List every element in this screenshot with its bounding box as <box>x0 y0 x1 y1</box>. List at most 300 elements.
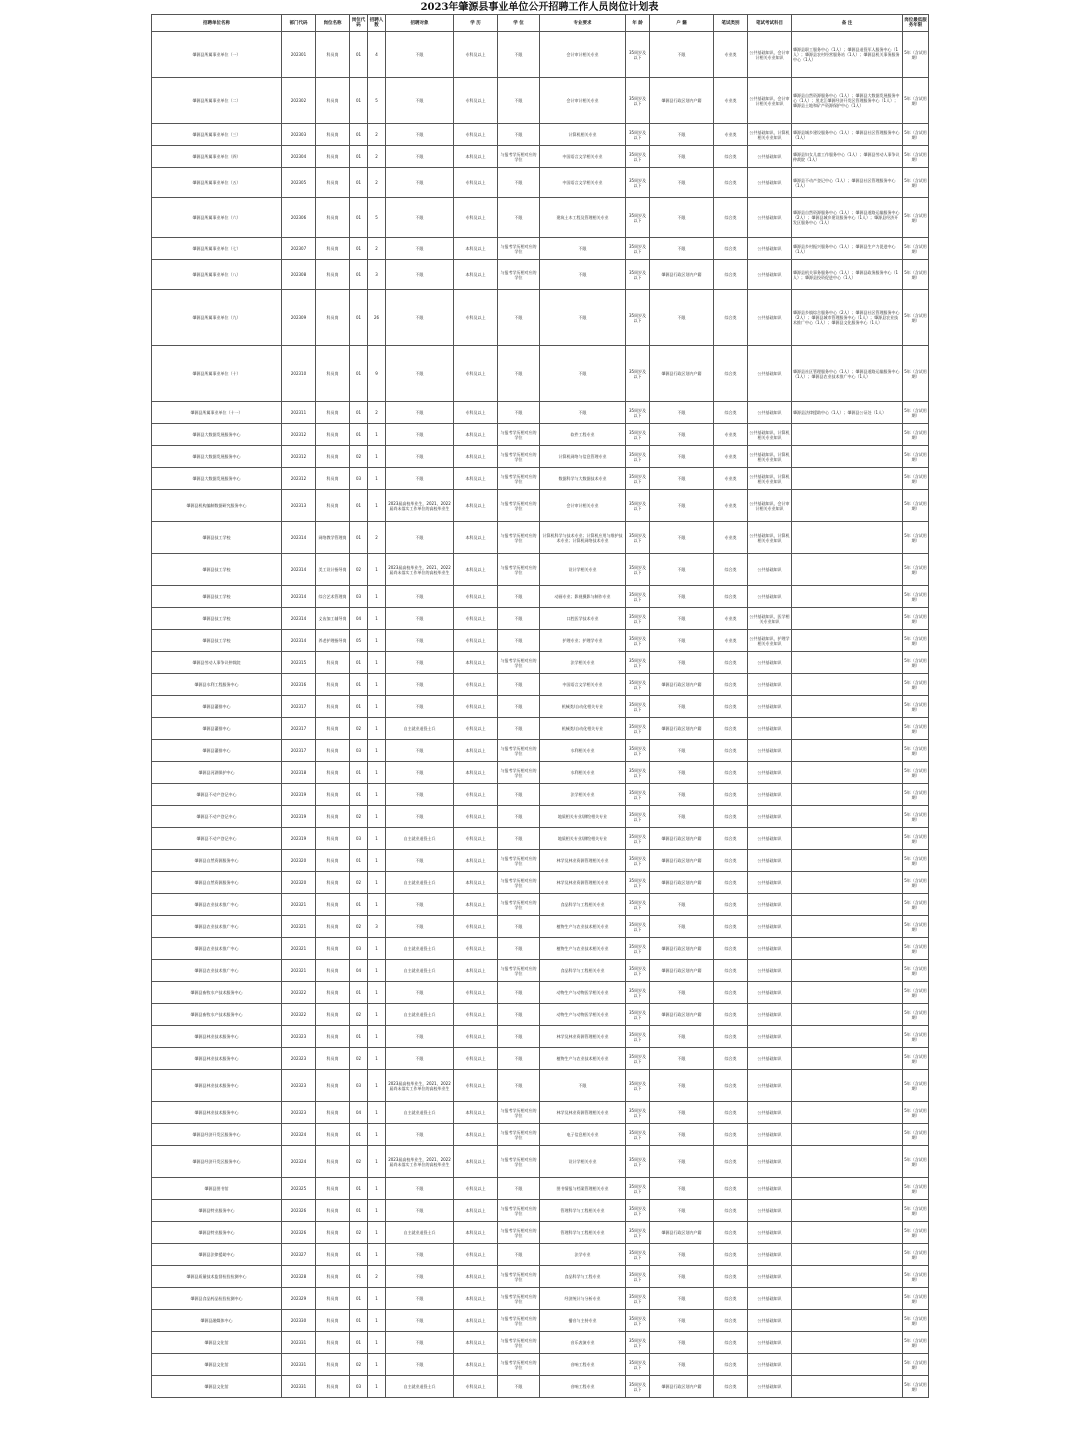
table-cell: 35周岁及以下 <box>626 346 650 402</box>
table-cell: 公共基础知识 <box>748 784 792 806</box>
table-cell: 5年（含试用期） <box>903 290 929 346</box>
table-cell: 音响工程专业 <box>540 1376 626 1398</box>
table-cell: 35周岁及以下 <box>626 1102 650 1124</box>
table-row <box>152 784 929 806</box>
table-cell: 5年（含试用期） <box>903 168 929 198</box>
table-cell: 自主就业退役士兵 <box>386 1222 454 1244</box>
table-cell: 肇源县林业技术服务中心 <box>152 1026 282 1048</box>
table-cell: 5年（含试用期） <box>903 260 929 290</box>
table-cell: 不限 <box>650 490 714 522</box>
table-row <box>152 468 929 490</box>
table-cell <box>792 1222 903 1244</box>
table-cell: 不限 <box>386 402 454 424</box>
table-cell: 不限 <box>386 468 454 490</box>
table-cell: 肇源县灌排中心 <box>152 740 282 762</box>
table-cell: 不限 <box>650 168 714 198</box>
table-cell: 5年（含试用期） <box>903 238 929 260</box>
table-cell: 科员岗 <box>316 982 350 1004</box>
table-cell: 综合类 <box>714 872 748 894</box>
table-cell: 35周岁及以下 <box>626 608 650 630</box>
table-cell <box>792 1124 903 1146</box>
table-cell: 01 <box>350 146 368 168</box>
table-row <box>152 32 929 78</box>
table-cell: 5年（含试用期） <box>903 1048 929 1070</box>
table-cell: 35周岁及以下 <box>626 260 650 290</box>
table-cell <box>792 652 903 674</box>
table-cell: 1 <box>368 740 386 762</box>
table-cell: 02 <box>350 1004 368 1026</box>
table-cell: 2 <box>368 522 386 554</box>
table-cell: 不限 <box>540 346 626 402</box>
table-cell: 不限 <box>386 674 454 696</box>
table-cell: 不限 <box>386 1310 454 1332</box>
table-cell: 科员岗 <box>316 1102 350 1124</box>
table-cell: 5年（含试用期） <box>903 938 929 960</box>
table-cell: 本科及以上 <box>454 146 498 168</box>
table-cell: 公共基础知识、计算机相关专业知识 <box>748 124 792 146</box>
table-cell: 5 <box>368 78 386 124</box>
table-cell: 专科及以上 <box>454 586 498 608</box>
table-cell: 35周岁及以下 <box>626 78 650 124</box>
table-cell: 不限 <box>650 1102 714 1124</box>
table-cell: 202319 <box>282 806 316 828</box>
table-row <box>152 894 929 916</box>
table-cell: 公共基础知识 <box>748 696 792 718</box>
table-row <box>152 872 929 894</box>
table-cell <box>792 784 903 806</box>
table-cell: 5年（含试用期） <box>903 446 929 468</box>
table-cell: 202314 <box>282 586 316 608</box>
table-cell: 不限 <box>386 198 454 238</box>
table-cell: 不限 <box>650 522 714 554</box>
table-cell: 公共基础知识 <box>748 674 792 696</box>
table-cell: 本科及以上 <box>454 554 498 586</box>
table-cell: 35周岁及以下 <box>626 1354 650 1376</box>
table-cell: 专科及以上 <box>454 1004 498 1026</box>
table-cell: 202321 <box>282 960 316 982</box>
table-cell: 肇源县技工学校 <box>152 608 282 630</box>
table-cell: 1 <box>368 1026 386 1048</box>
table-cell: 不限 <box>386 1178 454 1200</box>
table-cell: 水利相关专业 <box>540 762 626 784</box>
table-cell: 01 <box>350 784 368 806</box>
table-cell: 01 <box>350 346 368 402</box>
table-cell: 不限 <box>650 762 714 784</box>
table-cell: 不限 <box>498 696 540 718</box>
table-cell: 不限 <box>386 696 454 718</box>
table-cell: 科员岗 <box>316 872 350 894</box>
table-cell: 与报考学历相对应的学位 <box>498 1354 540 1376</box>
table-cell: 专科及以上 <box>454 784 498 806</box>
table-cell: 科员岗 <box>316 806 350 828</box>
table-cell: 综合类 <box>714 696 748 718</box>
table-cell: 202302 <box>282 78 316 124</box>
table-cell: 不限 <box>386 850 454 872</box>
table-cell: 5年（含试用期） <box>903 1332 929 1354</box>
table-cell: 不限 <box>498 938 540 960</box>
table-cell: 04 <box>350 608 368 630</box>
table-cell: 3 <box>368 916 386 938</box>
table-cell: 专科及以上 <box>454 696 498 718</box>
table-cell: 综合类 <box>714 938 748 960</box>
table-cell: 202331 <box>282 1376 316 1398</box>
table-row <box>152 1070 929 1102</box>
table-cell: 35周岁及以下 <box>626 740 650 762</box>
table-cell: 公共基础知识、会计审计相关专业知识 <box>748 490 792 522</box>
table-cell: 不限 <box>386 740 454 762</box>
table-cell: 肇源县畜牧水产技术服务中心 <box>152 982 282 1004</box>
table-cell: 不限 <box>650 1026 714 1048</box>
table-cell: 不限 <box>386 1124 454 1146</box>
table-cell: 1 <box>368 806 386 828</box>
table-cell: 202328 <box>282 1266 316 1288</box>
table-cell: 不限 <box>650 1288 714 1310</box>
table-cell: 综合类 <box>714 238 748 260</box>
column-header: 岗位代码 <box>350 15 368 32</box>
table-cell: 科员岗 <box>316 1048 350 1070</box>
table-cell: 专科及以上 <box>454 32 498 78</box>
table-cell: 林学及林业资源管理相关专业 <box>540 1102 626 1124</box>
table-cell: 不限 <box>386 1244 454 1266</box>
table-row <box>152 806 929 828</box>
table-cell: 1 <box>368 828 386 850</box>
table-cell: 不限 <box>650 916 714 938</box>
table-cell: 科员岗 <box>316 1376 350 1398</box>
table-cell: 02 <box>350 446 368 468</box>
table-cell: 公共基础知识 <box>748 1200 792 1222</box>
table-cell: 202329 <box>282 1288 316 1310</box>
table-cell: 5年（含试用期） <box>903 982 929 1004</box>
table-cell: 1 <box>368 424 386 446</box>
table-cell: 肇源县不动产登记中心 <box>152 784 282 806</box>
table-cell: 不限 <box>386 916 454 938</box>
table-cell: 本科及以上 <box>454 872 498 894</box>
table-cell: 03 <box>350 938 368 960</box>
table-cell: 202303 <box>282 124 316 146</box>
table-cell: 05 <box>350 630 368 652</box>
table-cell: 专业类 <box>714 468 748 490</box>
table-cell: 01 <box>350 490 368 522</box>
table-cell: 科员岗 <box>316 168 350 198</box>
table-cell: 1 <box>368 1146 386 1178</box>
table-cell: 1 <box>368 872 386 894</box>
table-cell: 综合类 <box>714 1102 748 1124</box>
table-cell: 食品科学与工程专业 <box>540 1266 626 1288</box>
table-cell: 不限 <box>650 1070 714 1102</box>
table-cell: 综合类 <box>714 916 748 938</box>
table-cell <box>792 1310 903 1332</box>
table-cell: 5年（含试用期） <box>903 586 929 608</box>
table-cell <box>792 828 903 850</box>
table-cell: 5年（含试用期） <box>903 424 929 446</box>
table-cell: 与报考学历相对应的学位 <box>498 1222 540 1244</box>
table-cell: 林学及林业资源管理相关专业 <box>540 1026 626 1048</box>
table-cell: 公共基础知识 <box>748 586 792 608</box>
table-cell: 01 <box>350 674 368 696</box>
table-cell: 5年（含试用期） <box>903 740 929 762</box>
table-cell: 食品科学与工程相关专业 <box>540 894 626 916</box>
table-cell: 不限 <box>650 446 714 468</box>
table-cell <box>792 1004 903 1026</box>
table-cell: 2 <box>368 402 386 424</box>
table-cell: 35周岁及以下 <box>626 586 650 608</box>
table-cell: 01 <box>350 1288 368 1310</box>
table-cell: 公共基础知识 <box>748 806 792 828</box>
table-cell: 公共基础知识 <box>748 168 792 198</box>
table-cell: 01 <box>350 982 368 1004</box>
table-cell: 不限 <box>650 1048 714 1070</box>
table-cell: 不限 <box>650 740 714 762</box>
table-cell: 202317 <box>282 740 316 762</box>
table-cell: 1 <box>368 1288 386 1310</box>
table-cell: 公共基础知识 <box>748 554 792 586</box>
table-cell <box>792 1102 903 1124</box>
table-cell: 01 <box>350 238 368 260</box>
table-cell: 04 <box>350 1102 368 1124</box>
table-cell: 与报考学历相对应的学位 <box>498 1102 540 1124</box>
table-cell: 地质相关专业/测绘相关专业 <box>540 828 626 850</box>
table-cell: 不限 <box>498 1048 540 1070</box>
recruitment-plan-document <box>151 2 928 1398</box>
table-cell: 科员岗 <box>316 1332 350 1354</box>
table-cell: 科员岗 <box>316 1244 350 1266</box>
table-row <box>152 1178 929 1200</box>
table-cell: 01 <box>350 1178 368 1200</box>
table-cell: 不限 <box>498 1376 540 1398</box>
table-cell: 科员岗 <box>316 490 350 522</box>
table-cell: 2 <box>368 1266 386 1288</box>
table-cell: 35周岁及以下 <box>626 982 650 1004</box>
table-cell: 01 <box>350 78 368 124</box>
table-row <box>152 402 929 424</box>
table-cell: 26 <box>368 290 386 346</box>
table-cell: 肇源县所属事业单位（一） <box>152 32 282 78</box>
table-cell: 水利相关专业 <box>540 740 626 762</box>
table-cell: 综合类 <box>714 1004 748 1026</box>
table-cell: 本科及以上 <box>454 1200 498 1222</box>
table-cell: 35周岁及以下 <box>626 468 650 490</box>
table-cell: 肇源县自然资源服务中心 <box>152 850 282 872</box>
table-cell: 肇源县行政区划内户籍 <box>650 872 714 894</box>
table-cell: 不限 <box>540 1070 626 1102</box>
table-cell: 科员岗 <box>316 1354 350 1376</box>
table-cell: 肇源县技工学校 <box>152 554 282 586</box>
table-cell: 1 <box>368 490 386 522</box>
table-cell: 不限 <box>386 608 454 630</box>
table-cell: 与报考学历相对应的学位 <box>498 1288 540 1310</box>
table-cell: 01 <box>350 198 368 238</box>
table-cell: 肇源县行政区划内户籍 <box>650 960 714 982</box>
table-cell: 不限 <box>650 238 714 260</box>
table-cell <box>792 740 903 762</box>
table-cell: 35周岁及以下 <box>626 630 650 652</box>
table-row <box>152 828 929 850</box>
table-cell: 肇源县特业服务中心 <box>152 1200 282 1222</box>
table-cell: 35周岁及以下 <box>626 402 650 424</box>
table-cell: 1 <box>368 468 386 490</box>
table-cell: 2 <box>368 146 386 168</box>
table-cell: 专业类 <box>714 446 748 468</box>
table-cell: 不限 <box>386 784 454 806</box>
table-cell: 1 <box>368 630 386 652</box>
table-cell: 肇源县行政区划内户籍 <box>650 260 714 290</box>
table-cell: 公共基础知识 <box>748 1244 792 1266</box>
table-cell: 与报考学历相对应的学位 <box>498 554 540 586</box>
table-cell: 202319 <box>282 784 316 806</box>
table-cell: 5年（含试用期） <box>903 78 929 124</box>
table-cell: 会计审计相关专业 <box>540 78 626 124</box>
table-cell: 专业类 <box>714 32 748 78</box>
table-cell: 04 <box>350 960 368 982</box>
table-cell: 公共基础知识 <box>748 1048 792 1070</box>
table-cell: 网络教学管理岗 <box>316 522 350 554</box>
table-cell: 02 <box>350 1354 368 1376</box>
table-cell: 林学及林业资源管理相关专业 <box>540 850 626 872</box>
table-cell: 专业类 <box>714 630 748 652</box>
table-cell: 202301 <box>282 32 316 78</box>
table-cell: 自主就业退役士兵 <box>386 938 454 960</box>
table-cell: 不限 <box>386 586 454 608</box>
table-cell: 35周岁及以下 <box>626 696 650 718</box>
table-cell: 01 <box>350 1332 368 1354</box>
table-cell: 专业类 <box>714 522 748 554</box>
table-cell: 综合类 <box>714 198 748 238</box>
table-cell: 肇源县林业技术服务中心 <box>152 1070 282 1102</box>
table-cell: 科员岗 <box>316 938 350 960</box>
document-title: 2023年肇源县事业单位公开招聘工作人员岗位计划表 <box>420 2 659 13</box>
table-cell: 35周岁及以下 <box>626 1332 650 1354</box>
table-cell: 1 <box>368 1200 386 1222</box>
table-cell: 专科及以上 <box>454 806 498 828</box>
table-cell: 03 <box>350 1376 368 1398</box>
table-cell: 不限 <box>498 78 540 124</box>
table-cell: 综合类 <box>714 718 748 740</box>
table-cell: 地质相关专业/测绘相关专业 <box>540 806 626 828</box>
table-cell: 自主就业退役士兵 <box>386 872 454 894</box>
table-row <box>152 586 929 608</box>
table-cell: 35周岁及以下 <box>626 1288 650 1310</box>
table-cell: 不限 <box>540 260 626 290</box>
table-cell: 肇源县不动产登记中心（1人）；肇源县社区管理服务中心（1人） <box>792 168 903 198</box>
table-cell: 202311 <box>282 402 316 424</box>
table-cell: 综合类 <box>714 1124 748 1146</box>
table-cell: 不限 <box>386 446 454 468</box>
table-cell: 肇源县图书馆 <box>152 1178 282 1200</box>
table-cell: 2023届高校毕业生，2021、2022届尚未落实工作单位的高校毕业生 <box>386 1146 454 1178</box>
table-cell: 5年（含试用期） <box>903 490 929 522</box>
table-cell: 1 <box>368 762 386 784</box>
table-cell: 不限 <box>498 32 540 78</box>
table-cell: 1 <box>368 850 386 872</box>
table-row <box>152 608 929 630</box>
table-cell <box>792 982 903 1004</box>
table-cell: 计算机网络与信息管理专业 <box>540 446 626 468</box>
table-cell: 35周岁及以下 <box>626 960 650 982</box>
table-cell: 不限 <box>650 1244 714 1266</box>
table-cell: 本科及以上 <box>454 1124 498 1146</box>
table-cell: 肇源县林业技术服务中心 <box>152 1102 282 1124</box>
table-cell: 中国语言文学相关专业 <box>540 146 626 168</box>
table-cell: 202314 <box>282 630 316 652</box>
table-cell <box>792 872 903 894</box>
table-cell: 不限 <box>498 784 540 806</box>
table-cell: 35周岁及以下 <box>626 1146 650 1178</box>
table-cell: 1 <box>368 960 386 982</box>
table-cell <box>792 718 903 740</box>
table-cell: 公共基础知识 <box>748 1070 792 1102</box>
table-cell: 1 <box>368 1102 386 1124</box>
table-row <box>152 938 929 960</box>
table-cell: 专科及以上 <box>454 1048 498 1070</box>
table-cell: 综合类 <box>714 1376 748 1398</box>
table-cell: 35周岁及以下 <box>626 554 650 586</box>
table-cell: 202323 <box>282 1026 316 1048</box>
table-cell: 公共基础知识、计算机相关专业知识 <box>748 446 792 468</box>
table-cell: 01 <box>350 1026 368 1048</box>
table-cell: 肇源县行政区划内户籍 <box>650 938 714 960</box>
table-cell: 不限 <box>498 168 540 198</box>
table-cell: 02 <box>350 916 368 938</box>
table-cell: 01 <box>350 762 368 784</box>
table-cell <box>792 424 903 446</box>
table-cell: 35周岁及以下 <box>626 1266 650 1288</box>
table-cell: 播音与主持专业 <box>540 1310 626 1332</box>
table-cell: 1 <box>368 784 386 806</box>
table-cell <box>792 696 903 718</box>
table-cell: 202326 <box>282 1222 316 1244</box>
table-cell: 202323 <box>282 1102 316 1124</box>
table-cell: 中国语言文学相关专业 <box>540 168 626 198</box>
table-cell: 01 <box>350 1244 368 1266</box>
table-cell: 不限 <box>498 1178 540 1200</box>
table-cell: 不限 <box>386 260 454 290</box>
table-cell: 肇源县水利工程服务中心 <box>152 674 282 696</box>
table-cell: 5年（含试用期） <box>903 696 929 718</box>
table-cell: 5年（含试用期） <box>903 198 929 238</box>
table-cell: 公共基础知识、会计审计相关专业知识 <box>748 32 792 78</box>
table-cell: 综合类 <box>714 740 748 762</box>
table-row <box>152 960 929 982</box>
table-row <box>152 346 929 402</box>
table-cell: 专科及以上 <box>454 674 498 696</box>
table-cell: 不限 <box>386 1332 454 1354</box>
table-cell: 数据科学与大数据技术专业 <box>540 468 626 490</box>
table-cell: 法学相关专业 <box>540 652 626 674</box>
table-cell: 综合类 <box>714 1288 748 1310</box>
table-cell: 5年（含试用期） <box>903 872 929 894</box>
table-cell: 5年（含试用期） <box>903 1178 929 1200</box>
table-row <box>152 446 929 468</box>
table-cell: 35周岁及以下 <box>626 850 650 872</box>
table-cell: 综合类 <box>714 806 748 828</box>
table-cell: 本科及以上 <box>454 490 498 522</box>
table-cell: 公共基础知识 <box>748 1026 792 1048</box>
table-cell <box>792 806 903 828</box>
table-cell: 5年（含试用期） <box>903 960 929 982</box>
table-cell: 5年（含试用期） <box>903 402 929 424</box>
table-cell: 03 <box>350 828 368 850</box>
table-cell: 1 <box>368 674 386 696</box>
table-cell: 03 <box>350 586 368 608</box>
table-cell: 与报考学历相对应的学位 <box>498 238 540 260</box>
table-cell: 专科及以上 <box>454 78 498 124</box>
table-cell: 科员岗 <box>316 1026 350 1048</box>
table-cell: 口腔医学技术专业 <box>540 608 626 630</box>
table-cell: 5年（含试用期） <box>903 124 929 146</box>
table-cell: 不限 <box>498 1026 540 1048</box>
table-row <box>152 168 929 198</box>
table-cell: 与报考学历相对应的学位 <box>498 260 540 290</box>
